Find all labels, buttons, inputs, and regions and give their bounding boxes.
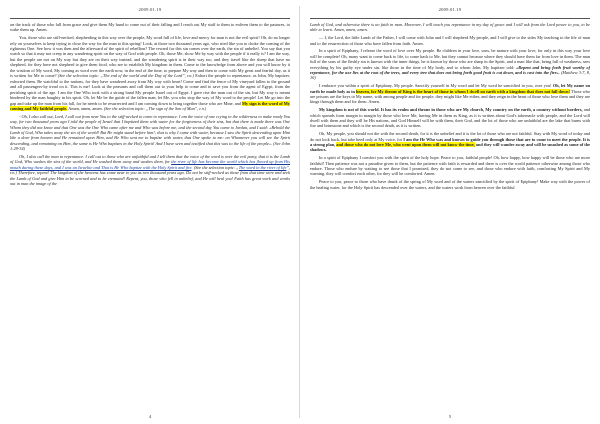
- paragraph: [10, 35, 290, 111]
- paragraph: [310, 83, 590, 105]
- page-header-date: 2009.01.19: [438, 7, 462, 12]
- paragraph: [310, 131, 590, 153]
- page-right-body: [310, 22, 590, 410]
- paragraph: — I, the Lord, the little Lamb of the Father, I will come with John and I will shepherd My people, and I will give to the sides My teaching to the life of man and to the resurrection of those who have fallen from faith. Amen.: [310, 35, 590, 46]
- bold-text: Oh, let My name on earth be made holy as in: [310, 83, 590, 94]
- paragraph-text: ”, r.n.) Therefore, repent! The kingdom of the heavens has come near to you as two thousand years ago. Do not be stiff-necked as those from that time were and seek the Lamb of God and give Him to be scorned and to be cremated! Repent, you, those who fell in unbelief, and He will heal you! Faith has great work and works out in man the image of the: [10, 164, 290, 187]
- header-rule: [310, 18, 590, 19]
- paragraph-text: I embrace you within a spirit of Epiphany, My people. Sanctify yourself in My word and let My word be sanctified in you, over you!: [319, 83, 553, 89]
- paragraph-text: Exhort the people to repentance, as John, My baptizer, exhorted them. Be watchful to the nations, for they have wandered away from My way with heart! Come and find the fence of My vineyard fallen to the ground and all passengers-by tread on it. This is me! Look at the peasants and call them out to your help to come and to save you from the agent of Egypt, from the perishing spirit of the age. I am the One Who took with a strong hand My people Israel out of Egypt. I gave rise the man out of the sin, but My way is meant hindered by the man haughty in his spirit. Oh, let Me be the guide of the fallen man; let Me, you who stop the way of My word to the people! Let Me go into the gap and take up the man from his fall, for he needs to be resurrected and I am coming down to bring together those who are Mine, and: [10, 73, 290, 106]
- page-number: 4: [148, 414, 152, 419]
- paragraph: Lamb of God, and otherwise there is no faith in man. Moreover, I will teach you repentance in my day of grace and I will ask from the Lord power to you, to be able to learn. Amen, amen, amen.: [310, 22, 590, 33]
- paragraph-text: In a spirit of Epiphany, I release the word of love over My people. Be children in your love, sons, be mature with your love, for only in this way your love will be complete! Oh, many want to come back to life, to come back to Me, but they cannot because where they should have them far from love in them. The man full of the sons of the fleshly sin is known with the inner things, he is known by those who are sharp in the Spirit, and a man like that, being full of weakness, sees everything by his guilty eye under sin, like those in the time of My body, and to whom John, My baptizer told:: [310, 48, 590, 70]
- highlighted-text: and those who do not love Me, who went upon them will not know the time,: [336, 142, 475, 147]
- page-right: [304, 0, 596, 424]
- page-header-date: 2009.01.19: [138, 7, 162, 12]
- bold-text: and they will wander away and will be smashed as some of the shadows.: [310, 142, 590, 153]
- topic-link[interactable]: The word in the river of life: [238, 164, 287, 170]
- bold-text: My kingdom is not of this world. It has its realm and throne in those who are My church, My country on the earth, a country without borders,: [319, 107, 583, 113]
- bold-text: I am the He Who was and known to guide you through those that are to come to meet the people. It is a strong plan,: [310, 136, 590, 147]
- highlighted-text: My sign is the word of My coming and My faithful people.: [10, 100, 290, 111]
- paragraph: In a spirit of Epiphany I comfort you with the spirit of the holy hope. Peace to you, faithful people! Oh, how happy, how happy will be those who are more faithful! Then patience was not a paradise given to them, but the patience with faith is rewarded and there is over the world patience otherwise among those who endure. Those who endure by waiting to see those that I promised, they do not come to see, and those who endure with faith, comforting My Spirit and My warning, they will comfort each other, for they will be comforted. Amen.: [310, 155, 590, 177]
- paragraph-text: . (See the selection topic: „: [191, 164, 239, 170]
- paragraph: Peace to you, peace to those who have drunk of the spring of My word and of the waters sanctified by the spirit of Epiphany! Make way with the power of the healing water, for the Holy Spirit has descended over the waters, and the waters work from heaven over the faithful: [310, 179, 590, 190]
- underlined-text: the river of life has become the world which has flowed up from His mouth during these days, and I was an Israelite and That is He Who baptize with the Holy Spirit and fire: [10, 159, 290, 170]
- reference-note: (See the selection topic: „The sign of the Son of Man”, r.n.): [103, 105, 207, 111]
- paragraph-text: Those who are prisons are the keys to My name, with among people and for people, they might like Me either, and they reign in the heart of those who love them and they are kings through them and for them. Amen.: [310, 88, 590, 105]
- paragraph: [310, 48, 590, 81]
- paragraph: on the track of those who fall from grace and give them My hand to come out of their falling and I reach out My staff to them to enliven them to the pastures, to wake them up. Amen.: [10, 22, 290, 33]
- page-left: [4, 0, 296, 424]
- paragraph: [10, 154, 290, 187]
- header-rule: [10, 18, 290, 19]
- paragraph-text: Oh, My people, you should not die with the second death, for it is the unbelief and it is the lot of those who are not faithful. Stay with My word of today and do not look back, but take heed only at My voice, for: [310, 131, 590, 142]
- paragraph-text: and which spreads from margin to margin by those who love Me, having Me in them as King, as it is written about God's tabernacle with people, and the Lord will dwell with them and they will be His nations, and God Himself will be with them, their God, and the lot of those who are unfaithful are the lake that burns with fire and brimstone and which is the second death, as it is written.: [310, 107, 590, 129]
- bold-quote: «Repent and bring forth fruit worthy of repentance, for the axe lies at the root of the trees, and every tree that does not bring forth good fruit is cut down, and is cast into the fire».: [310, 64, 590, 75]
- paragraph-text: You, those who are stiff-necked, shepherding in this way over the people, My word full of life, love and mercy for man is not the evil spirit! Oh, do no longer rely on yourselves to keep trying to close the way for the man to this spring! Look, at those two thousand years ago, who tried like you to choke the coming of the righteous One. See how it was then and the afterward of the spirit of rebellion? The reward for this sin comes over the earth, the sin of unbelief. You say that you watch so that it may not creep in any wandering spirit on the way of God with people. Oh, those Me, show Me by way with the people if it really is? I am the way, but the people are not on My way but they are on their way instead, and the wandering spirit is in their way too, and they travel like the sheep that have no shepherd, for they have not shepherd to give them food, who are to establish My kingdom in them. Come to the knowledge from above and you will know by it the wisdom of My word, My coming as word over the earth now, in the end of the time, to prepare My way and then to come with My great and fearful day, as it is written for Me to come?: [10, 35, 290, 79]
- paragraph-text: Oh, I also call the man to repentance. I call out to those who are unfaithful and I tell them that the voice of the word is over the evil party, that it is the Lamb of God, Who washes the sins of the world, and He washed them away and washes them, for: [10, 153, 290, 165]
- reference-note: (See the selection topic: „The end of the world and the Day of the Lord”, r.n.): [57, 73, 194, 79]
- reference-note: (Matthew 3:7, 8, 10): [310, 70, 590, 81]
- paragraph: [310, 107, 590, 129]
- page-number: 5: [448, 414, 452, 419]
- highlighted-text: heaven, for My throne of King is the heart of those in whom I dwell on earth with a kingdom that does not fall down!: [355, 88, 570, 94]
- paragraph-text: Amen, amen, amen.: [67, 105, 104, 111]
- page-gutter: [299, 6, 300, 418]
- page-left-body: [10, 22, 290, 410]
- quoted-paragraph: - Oh, I also call out, Lord, I call out from near You to the stiff-necked to come to repentance. I am the voice of one crying in the wilderness to make ready You way, for two thousand years ago I told the people of Israel that I baptized them with water for the forgiveness of their sins, but that there is made there was One Whom they did not know and that One was the One Who came after me and Who was before me, and the second day You came to Jordan, and I said: «Behold the Lamb of God, Who takes away the sin of the world! But He might stand before him!; that is why I came with water, because I saw the Spirit descending upon Him like a dove from heaven and He remained upon Him, and He Who sent me to baptize with water, that One spoke to me: on Whomever you will see the Spirit descending, and remaining on Him, the same is He Who baptizes in the Holy Spirit! And I have seen and testified that this was to the life of the people». (See John 1:29-34): [10, 113, 290, 152]
